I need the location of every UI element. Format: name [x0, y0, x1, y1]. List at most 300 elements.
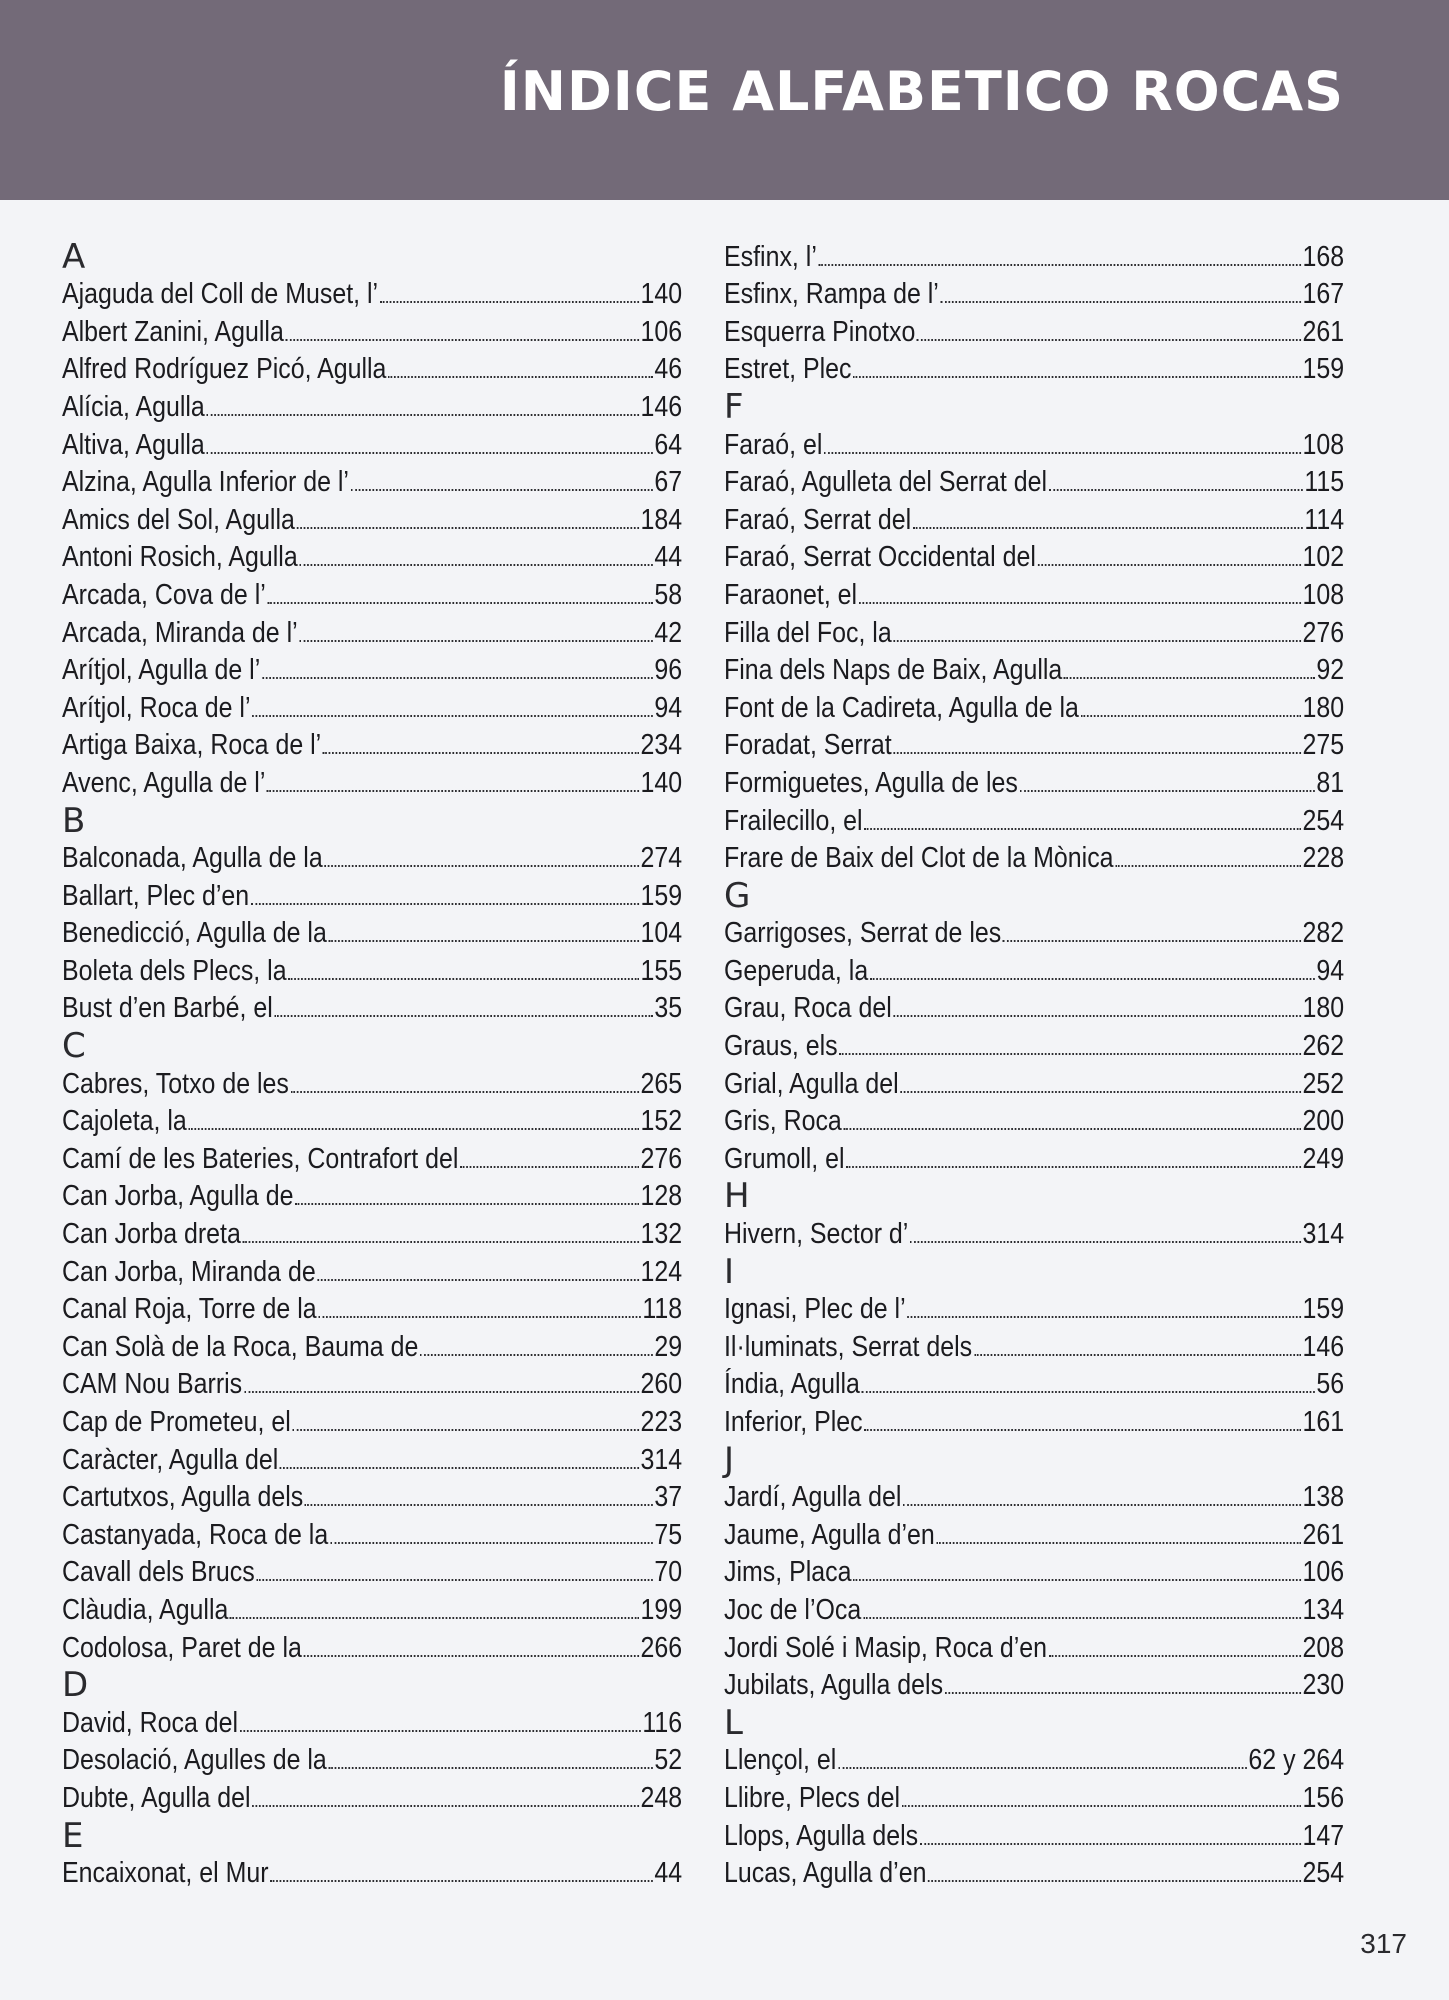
entry-page: 94: [654, 691, 683, 724]
entry-page: 146: [640, 390, 683, 423]
leader-dots: [297, 527, 639, 529]
entry-page: 262: [1302, 1030, 1345, 1063]
leader-dots: [859, 602, 1301, 604]
leader-dots: [1049, 1655, 1301, 1657]
entry-page: 156: [1302, 1781, 1345, 1814]
index-entry: [62, 537, 682, 575]
entry-page: 167: [1302, 278, 1345, 311]
index-entry: [724, 1514, 1344, 1552]
entry-name: Lucas, Agulla d’en: [724, 1857, 927, 1890]
index-entry: [62, 650, 682, 688]
entry-name: Jordi Solé i Masip, Roca d’en: [724, 1631, 1047, 1664]
leader-dots: [420, 1354, 653, 1356]
entry-page: 44: [654, 1857, 683, 1890]
entry-name: Alícia, Agulla: [62, 390, 205, 423]
leader-dots: [380, 301, 639, 303]
index-entry: [724, 838, 1344, 876]
index-entry: [724, 1665, 1344, 1703]
index-entry: [62, 875, 682, 913]
index-entry: [62, 1138, 682, 1176]
entry-page: 208: [1302, 1631, 1345, 1664]
leader-dots: [844, 1128, 1301, 1130]
leader-dots: [864, 828, 1300, 830]
leader-dots: [274, 1015, 652, 1017]
leader-dots: [917, 339, 1301, 341]
index-entry: [62, 1552, 682, 1590]
leader-dots: [902, 1805, 1301, 1807]
leader-dots: [1081, 715, 1301, 717]
leader-dots: [853, 1579, 1301, 1581]
entry-page: 118: [642, 1293, 683, 1326]
entry-page: 146: [1302, 1330, 1345, 1363]
entry-name: Can Jorba, Miranda de: [62, 1255, 316, 1288]
section-letter: A: [62, 236, 86, 277]
leader-dots: [329, 940, 639, 942]
entry-name: Estret, Plec: [724, 353, 852, 386]
entry-page: 42: [654, 616, 683, 649]
index-entry: [724, 274, 1344, 312]
entry-name: Hivern, Sector d’: [724, 1218, 909, 1251]
index-entry: [62, 913, 682, 951]
leader-dots: [329, 1767, 653, 1769]
entry-name: Amics del Sol, Agulla: [62, 503, 295, 536]
entry-name: Jims, Placa: [724, 1556, 852, 1589]
entry-page: 234: [640, 729, 683, 762]
entry-name: Antoni Rosich, Agulla: [62, 541, 298, 574]
entry-name: Can Solà de la Roca, Bauma de: [62, 1330, 419, 1363]
entry-name: David, Roca del: [62, 1706, 239, 1739]
index-entry: [62, 424, 682, 462]
entry-page: 108: [1302, 428, 1345, 461]
entry-name: Albert Zanini, Agulla: [62, 315, 284, 348]
leader-dots: [907, 1316, 1300, 1318]
entry-name: Dubte, Agulla del: [62, 1781, 251, 1814]
leader-dots: [251, 903, 639, 905]
leader-dots: [252, 715, 652, 717]
entry-page: 58: [654, 578, 683, 611]
index-entry: [62, 1853, 682, 1891]
leader-dots: [286, 339, 639, 341]
entry-name: Jardí, Agulla del: [724, 1481, 902, 1514]
leader-dots: [292, 1429, 638, 1431]
entry-name: Can Jorba dreta: [62, 1218, 241, 1251]
index-entry: [62, 762, 682, 800]
index-entry: [62, 1702, 682, 1740]
entry-name: Jubilats, Agulla dels: [724, 1669, 944, 1702]
index-entry: [62, 1514, 682, 1552]
entry-page: 104: [640, 917, 683, 950]
index-entry: [724, 1815, 1344, 1853]
entry-page: 168: [1302, 240, 1345, 273]
index-entry: [724, 762, 1344, 800]
leader-dots: [824, 452, 1301, 454]
entry-page: 248: [640, 1781, 683, 1814]
entry-name: Llibre, Plecs del: [724, 1781, 901, 1814]
index-entry: [724, 462, 1344, 500]
leader-dots: [323, 752, 639, 754]
entry-name: Altiva, Agulla: [62, 428, 205, 461]
index-entry: [62, 1251, 682, 1289]
entry-name: Llops, Agulla dels: [724, 1819, 919, 1852]
index-entry: [62, 1101, 682, 1139]
entry-name: Benedicció, Agulla de la: [62, 917, 327, 950]
page-title: ÍNDICE ALFABETICO ROCAS: [499, 60, 1344, 123]
entry-name: Cavall dels Brucs: [62, 1556, 255, 1589]
leader-dots: [853, 376, 1301, 378]
index-entry: [62, 687, 682, 725]
index-entry: [62, 1777, 682, 1815]
entry-name: Cartutxos, Agulla dels: [62, 1481, 304, 1514]
index-entry: [724, 1138, 1344, 1176]
leader-dots: [893, 640, 1300, 642]
entry-page: 102: [1302, 541, 1345, 574]
entry-page: 254: [1302, 1857, 1345, 1890]
index-entry: [62, 274, 682, 312]
index-entry: [62, 1326, 682, 1364]
leader-dots: [189, 1128, 639, 1130]
index-entry: [724, 650, 1344, 688]
index-entry: [724, 1589, 1344, 1627]
index-entry: [724, 913, 1344, 951]
leader-dots: [1064, 677, 1315, 679]
entry-name: Cajoleta, la: [62, 1105, 187, 1138]
entry-name: Grau, Roca del: [724, 992, 892, 1025]
entry-page: 52: [654, 1744, 683, 1777]
leader-dots: [388, 376, 653, 378]
index-entry: [724, 800, 1344, 838]
index-entry: [62, 1439, 682, 1477]
index-entry: [62, 1589, 682, 1627]
entry-page: 159: [1302, 1293, 1345, 1326]
index-entry: [62, 612, 682, 650]
index-entry: [62, 838, 682, 876]
leader-dots: [295, 1203, 638, 1205]
entry-name: Castanyada, Roca de la: [62, 1518, 329, 1551]
entry-name: Fina dels Naps de Baix, Agulla: [724, 654, 1063, 687]
index-entry: [62, 1289, 682, 1327]
entry-page: 134: [1302, 1593, 1345, 1626]
index-entry: [724, 537, 1344, 575]
entry-name: Ajaguda del Coll de Muset, l’: [62, 278, 379, 311]
section-letter: E: [62, 1815, 84, 1856]
leader-dots: [291, 1091, 639, 1093]
entry-name: Bust d’en Barbé, el: [62, 992, 273, 1025]
leader-dots: [318, 1316, 640, 1318]
leader-dots: [838, 1767, 1247, 1769]
entry-page: 276: [1302, 616, 1345, 649]
entry-page: 96: [654, 654, 683, 687]
index-entry: [724, 988, 1344, 1026]
entry-page: 159: [640, 879, 683, 912]
index-column-left: [62, 236, 682, 1890]
entry-name: Alfred Rodríguez Picó, Agulla: [62, 353, 387, 386]
index-entry: [724, 1213, 1344, 1251]
entry-page: 67: [654, 466, 683, 499]
index-entry: [724, 1101, 1344, 1139]
entry-page: 44: [654, 541, 683, 574]
entry-name: Inferior, Plec: [724, 1406, 863, 1438]
index-entry: [62, 1176, 682, 1214]
leader-dots: [304, 1655, 639, 1657]
entry-page: 260: [640, 1368, 683, 1401]
entry-name: Faraó, Serrat Occidental del: [724, 541, 1036, 574]
entry-name: Canal Roja, Torre de la: [62, 1293, 317, 1326]
leader-dots: [936, 1542, 1300, 1544]
leader-dots: [1049, 489, 1303, 491]
index-entry: [724, 1063, 1344, 1101]
entry-page: 254: [1302, 804, 1345, 837]
leader-dots: [252, 1805, 638, 1807]
section-letter: C: [62, 1026, 86, 1067]
entry-name: Grumoll, el: [724, 1142, 845, 1175]
entry-page: 228: [1302, 842, 1345, 875]
leader-dots: [207, 414, 639, 416]
entry-name: Avenc, Agulla de l’: [62, 766, 266, 799]
index-entry: [724, 1289, 1344, 1327]
entry-name: Codolosa, Paret de la: [62, 1631, 302, 1664]
entry-name: Esfinx, l’: [724, 240, 817, 273]
leader-dots: [928, 1880, 1301, 1882]
page-number: 317: [1360, 1928, 1407, 1959]
leader-dots: [324, 865, 638, 867]
entry-page: 249: [1302, 1142, 1345, 1175]
leader-dots: [207, 452, 653, 454]
entry-name: Encaixonat, el Mur: [62, 1857, 269, 1890]
entry-name: Llençol, el: [724, 1744, 837, 1777]
entry-name: CAM Nou Barris: [62, 1368, 243, 1401]
leader-dots: [268, 602, 653, 604]
entry-name: Filla del Foc, la: [724, 616, 892, 649]
leader-dots: [903, 1504, 1301, 1506]
entry-page: 108: [1302, 578, 1345, 611]
section-letter: H: [724, 1176, 750, 1217]
index-entry: [724, 1326, 1344, 1364]
entry-page: 152: [640, 1105, 683, 1138]
entry-name: Boleta dels Plecs, la: [62, 954, 287, 987]
entry-name: Faraó, Serrat del: [724, 503, 912, 536]
entry-page: 132: [640, 1218, 683, 1251]
index-entry: [724, 1364, 1344, 1402]
leader-dots: [288, 978, 638, 980]
leader-dots: [280, 1467, 639, 1469]
entry-name: Artiga Baixa, Roca de l’: [62, 729, 322, 762]
entry-name: Font de la Cadireta, Agulla de la: [724, 691, 1079, 724]
leader-dots: [317, 1279, 638, 1281]
index-entry: [62, 1477, 682, 1515]
entry-name: Ballart, Plec d’en: [62, 879, 250, 912]
entry-name: Arcada, Miranda de l’: [62, 616, 298, 649]
index-entry: [62, 1213, 682, 1251]
index-entry: [62, 1627, 682, 1665]
entry-page: 140: [640, 278, 683, 311]
leader-dots: [1115, 865, 1301, 867]
entry-page: 147: [1302, 1819, 1345, 1852]
entry-name: Garrigoses, Serrat de les: [724, 917, 1002, 950]
leader-dots: [299, 564, 652, 566]
entry-name: Joc de l’Oca: [724, 1593, 862, 1626]
leader-dots: [1003, 940, 1301, 942]
index-entry: [62, 1740, 682, 1778]
entry-name: Camí de les Bateries, Contrafort del: [62, 1142, 459, 1175]
entry-page: 314: [640, 1443, 683, 1476]
entry-page: 106: [640, 315, 683, 348]
entry-page: 180: [1302, 992, 1345, 1025]
entry-page: 161: [1302, 1406, 1345, 1438]
index-entry: [724, 687, 1344, 725]
leader-dots: [267, 790, 639, 792]
leader-dots: [262, 677, 653, 679]
entry-page: 314: [1302, 1218, 1345, 1251]
section-letter: I: [724, 1251, 735, 1292]
entry-page: 29: [654, 1330, 683, 1363]
entry-page: 64: [654, 428, 683, 461]
index-entry: [724, 424, 1344, 462]
entry-page: 275: [1302, 729, 1345, 762]
leader-dots: [913, 527, 1303, 529]
entry-name: Caràcter, Agulla del: [62, 1443, 279, 1476]
leader-dots: [862, 1391, 1315, 1393]
leader-dots: [910, 1241, 1301, 1243]
leader-dots: [1020, 790, 1315, 792]
entry-page: 159: [1302, 353, 1345, 386]
entry-page: 124: [640, 1255, 683, 1288]
leader-dots: [230, 1617, 639, 1619]
index-entry: [62, 349, 682, 387]
entry-name: Esfinx, Rampa de l’: [724, 278, 939, 311]
entry-page: 230: [1302, 1669, 1345, 1702]
entry-page: 75: [654, 1518, 683, 1551]
entry-name: Il·luminats, Serrat dels: [724, 1330, 973, 1363]
leader-dots: [900, 1091, 1300, 1093]
entry-page: 114: [1304, 503, 1345, 536]
entry-page: 276: [640, 1142, 683, 1175]
index-entry: [62, 988, 682, 1026]
index-entry: [724, 236, 1344, 274]
entry-page: 252: [1302, 1067, 1345, 1100]
index-entry: [724, 311, 1344, 349]
entry-page: 261: [1302, 1518, 1345, 1551]
entry-name: Graus, els: [724, 1030, 838, 1063]
index-entry: [62, 950, 682, 988]
entry-name: Faraó, Agulleta del Serrat del: [724, 466, 1048, 499]
leader-dots: [330, 1542, 653, 1544]
entry-name: Arítjol, Agulla de l’: [62, 654, 261, 687]
leader-dots: [920, 1843, 1301, 1845]
entry-page: 265: [640, 1067, 683, 1100]
leader-dots: [945, 1692, 1301, 1694]
index-entry: [724, 1627, 1344, 1665]
entry-page: 56: [1316, 1368, 1345, 1401]
entry-name: Foradat, Serrat: [724, 729, 892, 762]
leader-dots: [863, 1617, 1301, 1619]
leader-dots: [351, 489, 653, 491]
leader-dots: [244, 1391, 639, 1393]
entry-page: 261: [1302, 315, 1345, 348]
entry-page: 37: [654, 1481, 683, 1514]
index-entry: [62, 499, 682, 537]
entry-name: Cabres, Totxo de les: [62, 1067, 289, 1100]
entry-page: 223: [640, 1406, 683, 1438]
entry-name: Arítjol, Roca de l’: [62, 691, 251, 724]
entry-page: 94: [1316, 954, 1345, 987]
index-entry: [724, 612, 1344, 650]
leader-dots: [870, 978, 1315, 980]
entry-name: Desolació, Agulles de la: [62, 1744, 327, 1777]
leader-dots: [305, 1504, 653, 1506]
leader-dots: [1038, 564, 1301, 566]
section-letter: D: [62, 1665, 89, 1706]
entry-name: Jaume, Agulla d’en: [724, 1518, 935, 1551]
entry-name: Grial, Agulla del: [724, 1067, 899, 1100]
entry-name: Alzina, Agulla Inferior de l’: [62, 466, 349, 499]
entry-page: 116: [642, 1706, 683, 1739]
entry-page: 140: [640, 766, 683, 799]
entry-name: Ignasi, Plec de l’: [724, 1293, 906, 1326]
index-entry: [724, 1853, 1344, 1891]
entry-page: 180: [1302, 691, 1345, 724]
leader-dots: [460, 1166, 639, 1168]
leader-dots: [256, 1579, 652, 1581]
entry-name: Arcada, Cova de l’: [62, 578, 266, 611]
index-entry: [724, 1552, 1344, 1590]
entry-page: 274: [640, 842, 683, 875]
entry-page: 128: [640, 1180, 683, 1213]
index-entry: [62, 1364, 682, 1402]
index-entry: [724, 1025, 1344, 1063]
entry-page: 70: [654, 1556, 683, 1589]
entry-page: 138: [1302, 1481, 1345, 1514]
entry-page: 282: [1302, 917, 1345, 950]
leader-dots: [819, 264, 1301, 266]
entry-name: Balconada, Agulla de la: [62, 842, 323, 875]
index-entry: [724, 1401, 1344, 1439]
index-entry: [62, 574, 682, 612]
entry-name: Geperuda, la: [724, 954, 869, 987]
entry-name: Clàudia, Agulla: [62, 1593, 229, 1626]
entry-page: 184: [640, 503, 683, 536]
entry-page: 155: [640, 954, 683, 987]
entry-page: 266: [640, 1631, 683, 1664]
leader-dots: [243, 1241, 639, 1243]
entry-name: Faraó, el: [724, 428, 823, 461]
leader-dots: [974, 1354, 1301, 1356]
section-letter: B: [62, 800, 86, 841]
entry-name: Frailecillo, el: [724, 804, 863, 837]
leader-dots: [839, 1053, 1300, 1055]
leader-dots: [864, 1429, 1300, 1431]
section-letter: G: [724, 875, 751, 916]
entry-page: 62 y 264: [1248, 1744, 1345, 1777]
index-entry: [724, 950, 1344, 988]
index-entry: [724, 725, 1344, 763]
index-entry: [62, 1401, 682, 1439]
entry-page: 92: [1316, 654, 1345, 687]
entry-name: Esquerra Pinotxo: [724, 315, 916, 348]
index-entry: [724, 574, 1344, 612]
entry-name: Formiguetes, Agulla de les: [724, 766, 1018, 799]
entry-name: Faraonet, el: [724, 578, 858, 611]
index-entry: [724, 349, 1344, 387]
index-column-right: [724, 236, 1344, 1890]
section-letter: J: [724, 1439, 735, 1480]
index-entry: [62, 1063, 682, 1101]
leader-dots: [941, 301, 1301, 303]
entry-page: 199: [640, 1593, 683, 1626]
index-entry: [724, 1740, 1344, 1778]
index-entry: [62, 462, 682, 500]
leader-dots: [240, 1730, 641, 1732]
entry-page: 81: [1316, 766, 1345, 799]
